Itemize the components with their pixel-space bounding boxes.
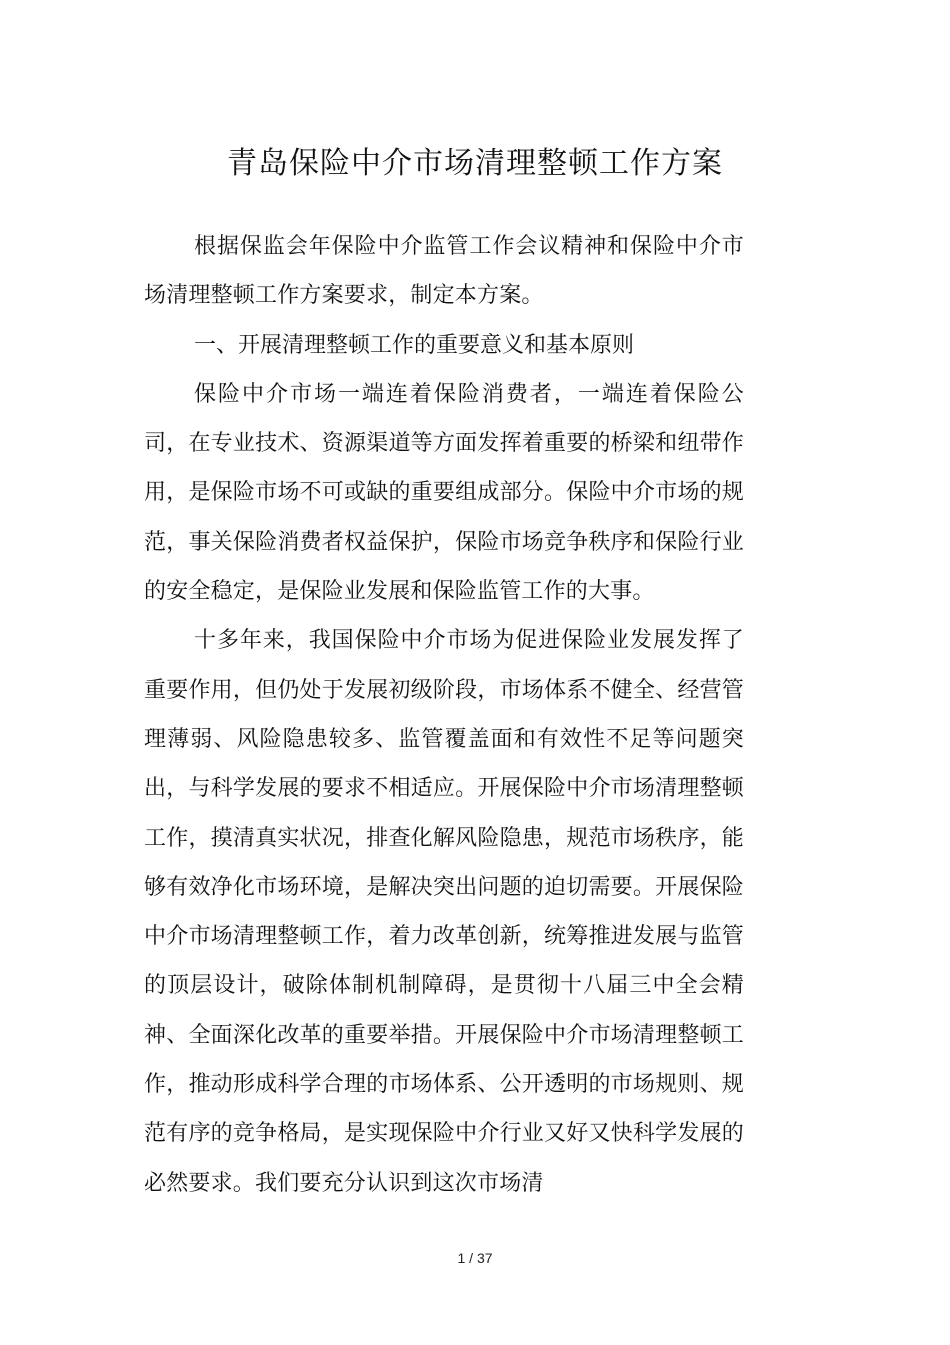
document-title: 青岛保险中介市场清理整顿工作方案 — [227, 146, 723, 181]
document-body — [144, 222, 744, 1208]
page-number: 1 / 37 — [457, 1250, 493, 1266]
paragraph-intro: 根据保监会年保险中介监管工作会议精神和保险中介市场清理整顿工作方案要求，制定本方案。 — [144, 234, 744, 309]
paragraph-significance: 保险中介市场一端连着保险消费者，一端连着保险公司，在专业技术、资源渠道等方面发挥着重要的桥梁和纽带作用，是保险市场不可或缺的重要组成部分。保险中介市场的规范，事关保险消费者权益保护，保险市场竞争秩序和保险行业的安全稳定，是保险业发展和保险监管工作的大事。 — [144, 381, 744, 605]
paragraph-background: 十多年来，我国保险中介市场为促进保险业发展发挥了重要作用，但仍处于发展初级阶段，市场体系不健全、经营管理薄弱、风险隐患较多、监管覆盖面和有效性不足等问题突出，与科学发展的要求不相适应。开展保险中介市场清理整顿工作，摸清真实状况，排查化解风险隐患，规范市场秩序，能够有效净化市场环境，是解决突出问题的迫切需要。开展保险中介市场清理整顿工作，着力改革创新，统筹推进发展与监管的顶层设计，破除体制机制障碍，是贯彻十八届三中全会精神、全面深化改革的重要举措。开展保险中介市场清理整顿工作，推动形成科学合理的市场体系、公开透明的市场规则、规范有序的竞争格局，是实现保险中介行业又好又快科学发展的必然要求。我们要充分认识到这次市场清 — [144, 628, 744, 1196]
section-heading: 一、开展清理整顿工作的重要意义和基本原则 — [194, 332, 635, 358]
